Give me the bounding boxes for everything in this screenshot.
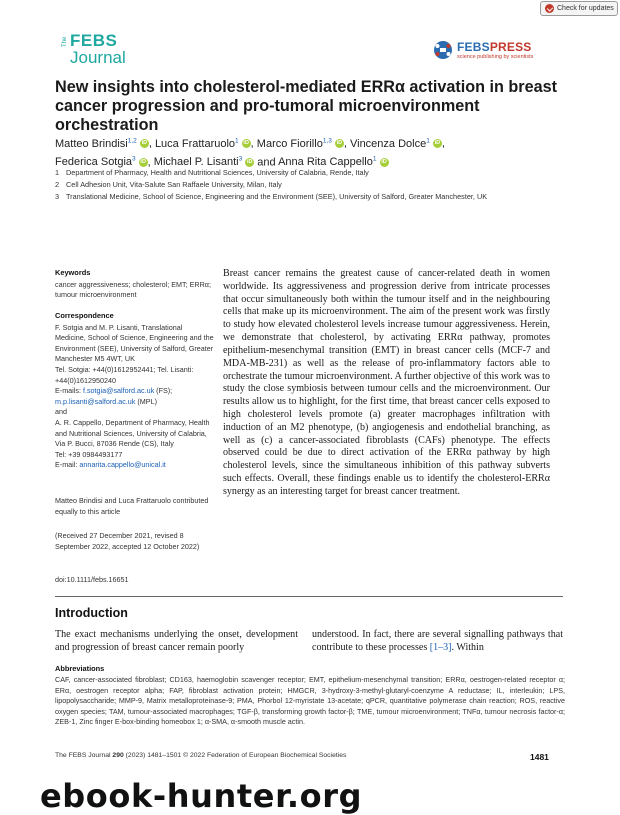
footer-journal: The FEBS Journal [55,752,113,759]
affiliation-list [55,167,575,203]
email-link[interactable]: f.sotgia@salford.ac.uk [82,386,155,396]
email-tag: (MPL) [135,396,157,406]
correspondence-emails-1 [55,386,215,407]
email-link[interactable]: m.p.lisanti@salford.ac.uk [55,396,136,406]
orcid-icon[interactable]: iD [243,140,249,147]
affiliation [55,179,575,191]
author-list [55,133,575,170]
author[interactable] [155,138,239,150]
affiliation-number: 1 [55,168,60,177]
section-divider [55,596,563,597]
email-label: E-mail: [55,460,80,470]
abbreviations-text: CAF, cancer-associated fibroblast; CD163, haemoglobin scavenger receptor; EMT, epithelium-mesenchymal transition; ERRα, oestrogen-related receptor α; ERα, oestrogen receptor alpha; FAP, fibroblast activation protein; HMGCR, 3-hydroxy-3-methyl-glutaryl-coenzyme A reductase; IL, interleukin; LPS, lipopolysaccharide; MMP-9, Matrix metalloproteinase-9; PMA, Phorbol 12-myristate 13-acetate; qPCR, quantitative polymerase chain reaction; ROS, reactive oxygen species; TAM, tumour-associated macrophages; TGF-β, transforming growth factor-β; TME, tumour microenvironment; TNFα, tumour necrosis factor-α; ZEB-1, Zinc finger E-box-binding homeobox 1; α-SMA, α-smooth muscle actin. [55,675,565,727]
journal-logo-prefix: The [62,36,68,47]
author-affil-sup: 1 [426,137,430,144]
abbreviations-heading: Abbreviations [55,664,105,673]
affiliation-text: Department of Pharmacy, Health and Nutritional Sciences, University of Calabria, Rende, Italy [66,168,369,177]
author-separator: , [148,137,155,150]
author[interactable] [350,138,430,150]
orcid-icon[interactable]: iD [246,158,253,165]
author-affil-sup: 1,3 [322,137,332,144]
author-name: Michael P. Lisanti [153,156,239,169]
orcid-icon[interactable]: iD [381,158,387,165]
author-affil-sup: 3 [238,155,243,163]
email-link[interactable]: annarita.cappello@unical.it [79,460,166,470]
author-affil-sup: 3 [132,155,136,163]
press-name-blue: FEBS [457,40,490,54]
intro-text: . Within [451,642,484,653]
keywords-text: cancer aggressiveness; cholesterol; EMT; ERRα; tumour microenvironment [55,279,211,300]
check-updates-label: Check for updates [557,5,614,12]
author-affil-sup: 1,2 [127,137,137,144]
author-name: Vincenza Dolce [349,137,427,150]
watermark: ebook-hunter.org [40,777,363,815]
affiliation-number: 3 [55,192,60,201]
doi[interactable]: doi:10.1111/febs.16651 [55,575,129,584]
orcid-icon[interactable]: iD [434,140,441,147]
febs-press-logo [433,40,543,64]
correspondence-and: and [55,407,67,417]
author-name: Luca Frattaruolo [154,137,236,150]
affiliation [55,167,575,179]
affiliation [55,191,575,203]
author[interactable] [55,138,137,150]
author-separator: and [254,156,279,169]
correspondence-address-1: F. Sotgia and M. P. Lisanti, Translational Medicine, School of Science, Engineering and the Environment (SEE), University of Salford, Greater Manchester M5 4WT, UK [55,322,214,364]
author-affil-sup: 1 [235,137,239,144]
author-separator: , [441,137,445,150]
email-tag: (FS); [154,386,173,396]
author[interactable] [257,138,332,150]
author-name: Marco Fiorillo [256,137,323,150]
page-number: 1481 [530,752,549,762]
correspondence-section [55,311,215,471]
correspondence-phone-1: Tel. Sotgia: +44(0)1612952441; Tel. Lisanti: +44(0)1612950240 [55,364,194,385]
affiliation-text: Cell Adhesion Unit, Vita-Salute San Raffaele University, Milan, Italy [66,180,282,189]
author-separator: , [250,137,257,150]
affiliation-number: 2 [55,180,60,189]
author-name: Anna Rita Cappello [278,156,373,169]
author-name: Matteo Brindisi [55,137,128,150]
introduction-heading: Introduction [55,606,128,620]
press-name-red: PRESS [489,40,532,54]
affiliation-text: Translational Medicine, School of Science, Engineering and the Environment (SEE), University of Salford, Greater Manchester, UK [66,192,488,201]
check-for-updates-button[interactable] [540,1,618,16]
keywords-section [55,268,215,301]
orcid-icon[interactable]: iD [141,140,148,147]
orcid-icon[interactable]: iD [140,158,146,165]
author-name: Federica Sotgia [55,156,133,169]
correspondence-phone-2: Tel: +39 0984493177 [55,449,123,459]
author-separator: , [147,156,154,169]
febs-press-name [457,40,532,54]
correspondence-heading: Correspondence [55,311,114,320]
email-label: E-mails: [55,386,83,396]
article-title: New insights into cholesterol-mediated ERRα activation in breast cancer progression and pro-tumoral microenvironment orchestration [55,78,557,134]
citation-link[interactable]: [1–3] [429,642,452,653]
correspondence-email-2 [55,460,215,471]
correspondence-address-2: A. R. Cappello, Department of Pharmacy, Health and Nutritional Sciences, University of Calabria, Via P. Bucci, 87036 Rende (CS), Italy [55,417,210,449]
footer-volume: 290 [112,752,124,759]
journal-logo-name: FEBS [70,31,118,50]
received-dates: (Received 27 December 2021, revised 8 September 2022, accepted 12 October 2022) [55,531,200,551]
author-affil-sup: 1 [372,155,377,163]
abbreviations-section [55,664,565,727]
introduction-right-column [312,628,563,654]
journal-logo-suffix: Journal [70,48,126,67]
equal-contribution-note: Matteo Brindisi and Luca Frattaruolo contributed equally to this article [55,496,209,516]
orcid-icon[interactable]: iD [336,140,343,147]
footer-citation: (2023) 1481–1501 © 2022 Federation of European Biochemical Societies [123,752,347,759]
abstract-text: Breast cancer remains the greatest cause of cancer-related death in women worldwide. Its aggressiveness and progression derive from intricate processes that occur simultaneously both within the tumour itself and in the neighbouring cells that make up its microenvironment. The aim of the present work was firstly to study how elevated cholesterol levels increase tumour aggressiveness. Herein, we demonstrate that cholesterol, by activating ERRα pathway, promotes epithelium-mesenchymal transition (EMT) in breast cancer cells (MCF-7 and MDA-MB-231) as well as the release of pro-inflammatory factors able to orchestrate the tumour microenvironment. A further objective of this work was to study the close symbiosis between tumour cells and the microenvironment. Our results allow us to highlight, for the first time, that breast cancer cells exposed to high cholesterol levels promote (a) greater macrophages infiltration with induction of an M2 phenotype, (b) angiogenesis and endothelial branching, as well as (c) a cancer-associated fibroblasts (CAFs) phenotype. The effects observed could be due to direct activation of the ERRα pathway by high cholesterol levels, since the simultaneous inhibition of this pathway subverts such effects. Overall, these findings enable us to identify the cholesterol-ERRα synergy as an interesting target for breast cancer treatment. [223,268,550,497]
keywords-heading: Keywords [55,268,91,277]
author-separator: , [343,137,350,150]
introduction-left-column: The exact mechanisms underlying the onset, development and progression of breast cancer remain poorly [55,629,298,653]
febs-press-tagline: science publishing by scientists [457,54,534,60]
page-footer [55,752,565,759]
febs-press-emblem-icon [433,40,453,60]
check-updates-icon [545,4,554,13]
intro-text: understood. In fact, there are several signalling pathways that contribute to these processes [312,629,563,653]
